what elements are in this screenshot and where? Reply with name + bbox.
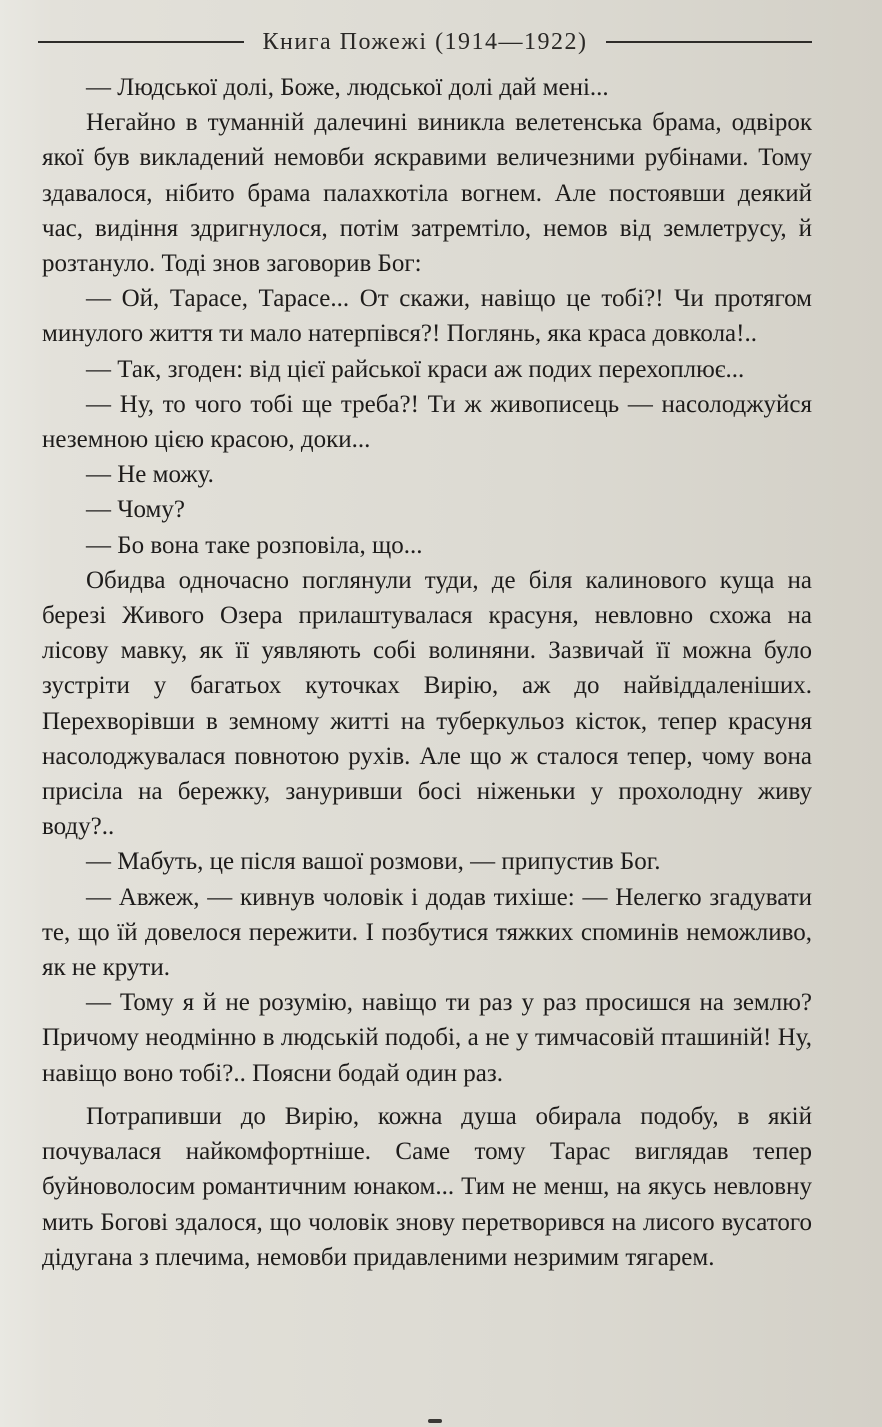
page-number-mark bbox=[428, 1419, 442, 1423]
paragraph: — Авжеж, — кивнув чоловік і додав тихіше: — Нелегко згадувати те, що їй довелося пережити. І позбутися тяжких споминів неможливо, як не крути. bbox=[42, 883, 812, 982]
paragraph: — Так, згоден: від цієї райської краси аж подих перехоплює... bbox=[86, 355, 745, 383]
body-text bbox=[42, 70, 812, 1275]
header-rule-left bbox=[38, 41, 244, 43]
header-rule-right bbox=[606, 41, 812, 43]
paragraph: Потрапивши до Вирію, кожна душа обирала подобу, в якій почувалася найкомфортніше. Саме тому Тарас виглядав тепер буйноволосим романтичним юнаком... Тим не менш, на якусь невловну мить Богові здалося, що чоловік знову перетворився на лисого вусатого дідугана з плечима, немовби придавленими незримим тягарем. bbox=[42, 1102, 812, 1271]
paragraph: — Ну, то чого тобі ще треба?! Ти ж живописець — насолоджуйся неземною цією красою, доки... bbox=[42, 390, 812, 454]
paragraph: — Чому? bbox=[86, 496, 185, 524]
paragraph: — Бо вона таке розповіла, що... bbox=[86, 531, 423, 559]
running-head-title: Книга Пожежі (1914—1922) bbox=[262, 28, 588, 55]
paragraph: — Мабуть, це після вашої розмови, — припустив Бог. bbox=[86, 848, 661, 876]
paragraph: — Тому я й не розумію, навіщо ти раз у раз просишся на землю? Причому неодмінно в людській подобі, а не у тимчасовій пташиній! Ну, навіщо воно тобі?.. Поясни бодай один раз. bbox=[42, 989, 812, 1087]
paragraph: — Ой, Тарасе, Тарасе... От скажи, навіщо це тобі?! Чи протягом минулого життя ти мало натерпівся?! Поглянь, яка краса довкола!.. bbox=[42, 285, 812, 348]
running-header bbox=[38, 22, 812, 62]
paragraph: Обидва одночасно поглянули туди, де біля калинового куща на березі Живого Озера прилаштувалася красуня, невловно схожа на лісову мавку, як її уявляють собі волиняни. Зазвичай її можна було зустріти у багатьох куточках Вирію, аж до найвіддаленіших. Перехворівши в земному житті на туберкульоз кісток, тепер красуня насолоджувалася повнотою рухів. Але що ж сталося тепер, чому вона присіла на бережку, зануривши босі ніженьки у прохолодну живу воду?.. bbox=[42, 566, 812, 841]
paragraph: — Не можу. bbox=[86, 461, 214, 489]
paragraph: Негайно в туманній далечині виникла велетенська брама, одвірок якої був викладений немовби яскравими величезними рубінами. Тому здавалося, нібито брама палахкотіла вогнем. Але постоявши деякий час, видіння здригнулося, потім затремтіло, немов від землетрусу, й розтануло. Тоді знов заговорив Бог: bbox=[42, 109, 812, 278]
paragraph: — Людської долі, Боже, людської долі дай мені... bbox=[86, 74, 609, 101]
